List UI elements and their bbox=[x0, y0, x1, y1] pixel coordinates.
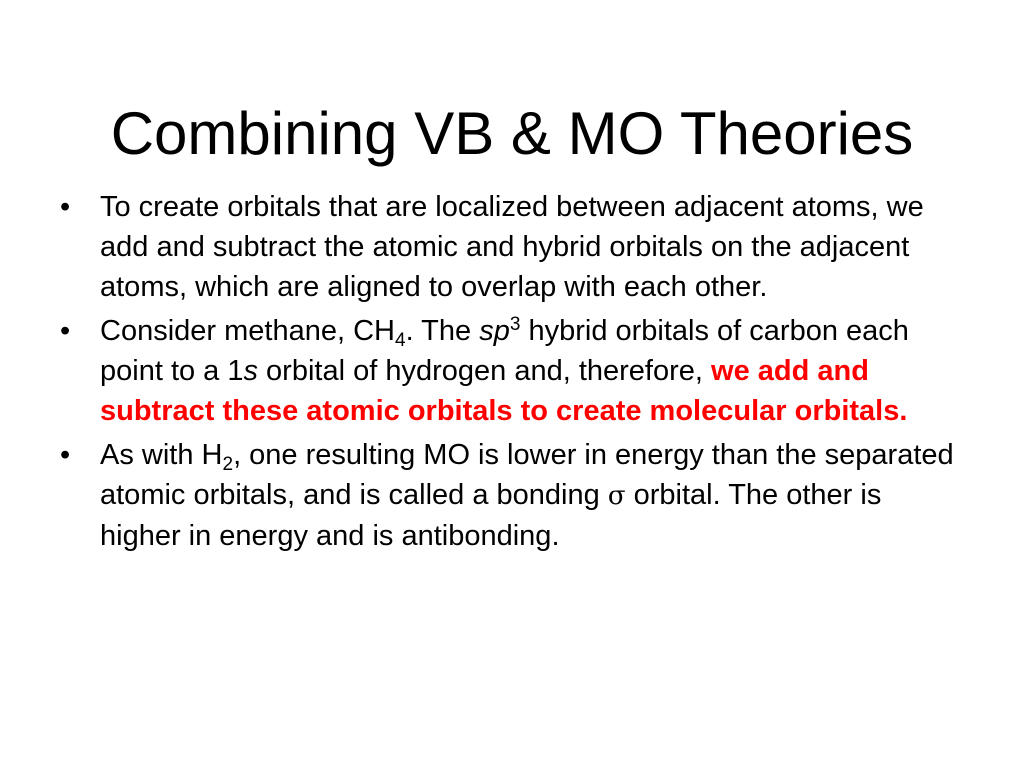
italic-text: sp bbox=[479, 315, 510, 347]
bullet-text-part: . The bbox=[405, 315, 480, 347]
subscript: 4 bbox=[394, 330, 406, 351]
bullet-text-part: As with H bbox=[100, 439, 223, 471]
bullet-item-3 bbox=[60, 435, 960, 556]
bullet-text-part: orbital of hydrogen and, therefore, bbox=[258, 355, 712, 387]
bullet-text-part: , one resulting MO is lower in energy than the separated atomic orbitals, and is called a bonding bbox=[100, 439, 954, 511]
subscript: 2 bbox=[222, 454, 234, 475]
sigma-symbol: σ bbox=[607, 481, 626, 511]
bullet-item-2 bbox=[60, 311, 960, 431]
bullet-marker: • bbox=[60, 191, 71, 223]
superscript: 3 bbox=[509, 314, 521, 335]
bullet-text-part: Consider methane, CH bbox=[100, 315, 395, 347]
slide-title: Combining VB & MO Theories bbox=[110, 100, 914, 168]
bullet-marker: • bbox=[60, 315, 71, 347]
highlighted-text: we add and subtract these atomic orbitals to create molecular orbitals. bbox=[100, 355, 908, 427]
bullet-list bbox=[60, 187, 960, 560]
bullet-text-part: hybrid orbitals of carbon each point to a 1 bbox=[100, 315, 909, 387]
italic-text: s bbox=[243, 355, 258, 387]
bullet-text: To create orbitals that are localized between adjacent atoms, we add and subtract the atomic and hybrid orbitals on the adjacent atoms, which are aligned to overlap with each other. bbox=[100, 191, 924, 303]
bullet-item-1 bbox=[60, 187, 960, 307]
bullet-text-part: orbital. The other is higher in energy and is antibonding. bbox=[100, 479, 882, 552]
bullet-marker: • bbox=[60, 439, 71, 471]
